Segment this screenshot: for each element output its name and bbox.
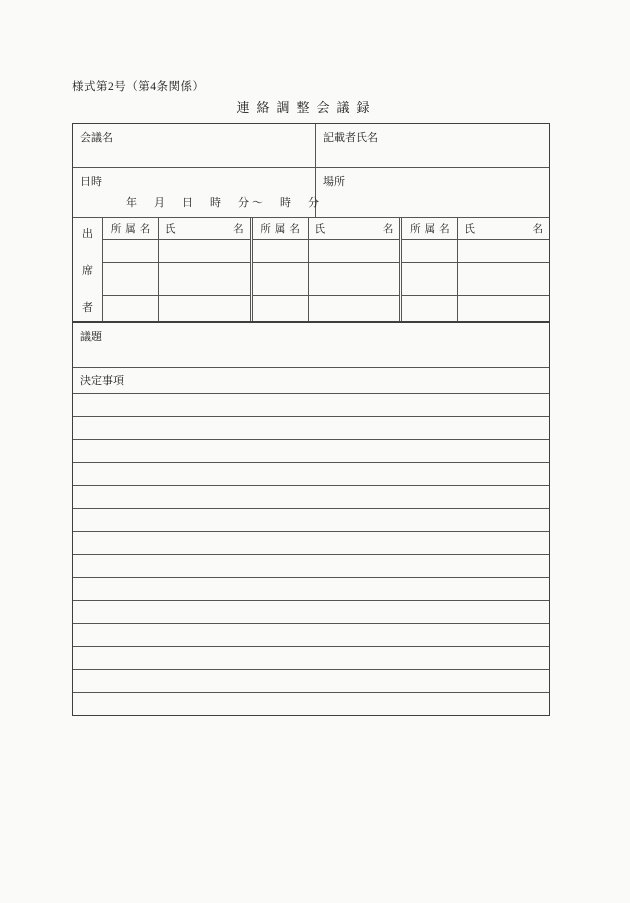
decisions-blank-lines xyxy=(73,394,549,715)
attendee-entry-row xyxy=(402,296,549,321)
name-entry-cell xyxy=(159,296,250,321)
affiliation-header-label: 所属名 xyxy=(260,224,304,235)
attendee-entry-row xyxy=(103,240,250,263)
form-number-note: 様式第2号（第4条関係） xyxy=(72,81,205,93)
attendee-header-row xyxy=(253,218,400,240)
blank-line xyxy=(73,486,549,509)
attendee-group xyxy=(103,218,250,321)
name-header-last-char: 名 xyxy=(532,224,544,235)
blank-line xyxy=(73,670,549,693)
name-column-header xyxy=(309,218,400,239)
blank-line xyxy=(73,601,549,624)
agenda-row xyxy=(73,323,549,368)
blank-line xyxy=(73,578,549,601)
name-entry-cell xyxy=(458,296,549,321)
attendee-entry-row xyxy=(103,263,250,296)
name-header-last-char: 名 xyxy=(233,224,244,235)
name-entry-cell xyxy=(309,296,400,321)
meeting-minutes-form xyxy=(72,123,550,716)
meeting-name-label: 会議名 xyxy=(80,132,113,144)
attendee-entry-row xyxy=(253,240,400,263)
blank-line xyxy=(73,509,549,532)
name-header-last-char: 名 xyxy=(382,224,394,235)
blank-line xyxy=(73,555,549,578)
blank-line xyxy=(73,417,549,440)
datetime-cell xyxy=(73,168,322,217)
attendees-row-label xyxy=(73,218,103,321)
meeting-name-row xyxy=(73,124,549,168)
affiliation-entry-cell xyxy=(402,240,458,262)
attendee-entry-row xyxy=(402,240,549,263)
affiliation-entry-cell xyxy=(253,263,309,295)
attendee-header-row xyxy=(103,218,250,240)
name-header-first-char: 氏 xyxy=(464,224,475,235)
name-column-header xyxy=(159,218,250,239)
affiliation-entry-cell xyxy=(253,296,309,321)
name-column-header xyxy=(458,218,549,239)
affiliation-column-header xyxy=(402,218,458,239)
name-entry-cell xyxy=(309,240,400,262)
affiliation-entry-cell xyxy=(402,263,458,295)
attendee-group xyxy=(250,218,400,321)
blank-line xyxy=(73,647,549,670)
attendee-entry-row xyxy=(402,263,549,296)
datetime-format-line: 年 月 日 時 分～ 時 分 xyxy=(126,197,322,209)
name-header-first-char: 氏 xyxy=(314,224,326,235)
attendees-label-char: 出 xyxy=(82,228,93,240)
decisions-row xyxy=(73,368,549,394)
agenda-label: 議題 xyxy=(80,331,102,343)
datetime-label: 日時 xyxy=(80,176,102,188)
affiliation-entry-cell xyxy=(253,240,309,262)
attendee-entry-row xyxy=(253,296,400,321)
affiliation-entry-cell xyxy=(402,296,458,321)
attendees-section xyxy=(73,218,549,323)
name-entry-cell xyxy=(458,263,549,295)
attendees-label-char: 者 xyxy=(82,302,93,314)
name-entry-cell xyxy=(309,263,400,295)
place-cell xyxy=(316,168,549,217)
page-title: 連絡調整会議録 xyxy=(236,100,377,115)
blank-line xyxy=(73,693,549,715)
name-entry-cell xyxy=(458,240,549,262)
affiliation-entry-cell xyxy=(103,240,159,262)
name-entry-cell xyxy=(159,240,250,262)
affiliation-header-label: 所属名 xyxy=(110,224,155,235)
affiliation-entry-cell xyxy=(103,263,159,295)
name-header-first-char: 氏 xyxy=(165,224,176,235)
affiliation-entry-cell xyxy=(103,296,159,321)
decisions-label: 決定事項 xyxy=(80,375,124,387)
meeting-name-cell xyxy=(73,124,316,167)
blank-line xyxy=(73,440,549,463)
recorder-name-cell xyxy=(316,124,549,167)
attendee-entry-row xyxy=(253,263,400,296)
attendee-entry-row xyxy=(103,296,250,321)
blank-line xyxy=(73,394,549,417)
attendees-label-char: 席 xyxy=(82,265,93,277)
affiliation-column-header xyxy=(253,218,309,239)
blank-line xyxy=(73,624,549,647)
datetime-place-row xyxy=(73,168,549,218)
attendee-header-row xyxy=(402,218,549,240)
recorder-name-label: 記載者氏名 xyxy=(323,132,378,144)
attendee-group xyxy=(399,218,549,321)
blank-line xyxy=(73,463,549,486)
name-entry-cell xyxy=(159,263,250,295)
affiliation-header-label: 所属名 xyxy=(410,224,454,235)
place-label: 場所 xyxy=(323,176,345,188)
affiliation-column-header xyxy=(103,218,159,239)
blank-line xyxy=(73,532,549,555)
